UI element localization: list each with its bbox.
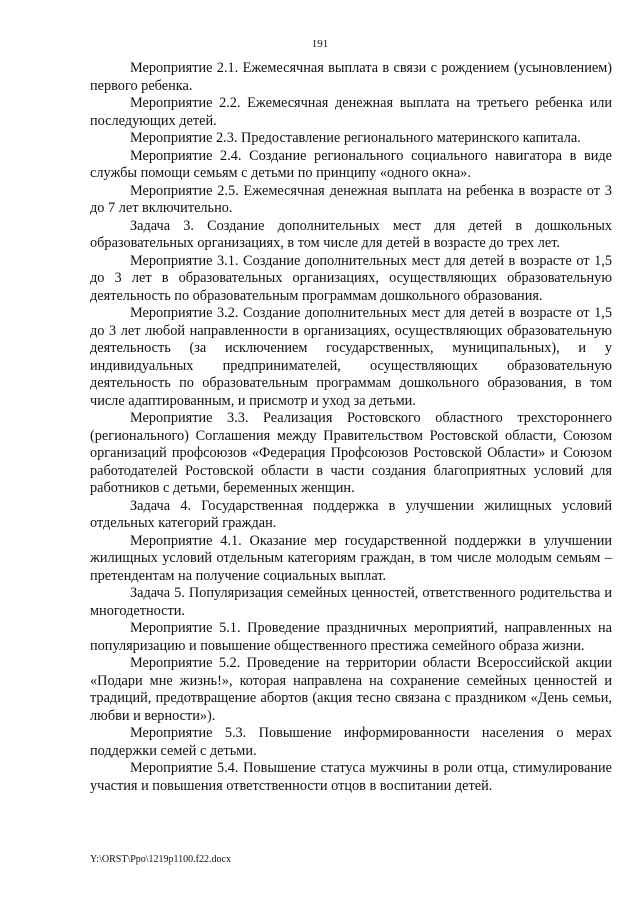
paragraph-measure-5-3: Мероприятие 5.3. Повышение информированности населения о мерах поддержки семей с детьми. [90,725,612,759]
paragraph-task-5: Задача 5. Популяризация семейных ценностей, ответственного родительства и многодетности. [90,585,612,619]
paragraph-measure-2-4: Мероприятие 2.4. Создание регионального социального навигатора в виде службы помощи семьям с детьми по принципу «одного окна». [90,147,612,181]
paragraph-measure-3-3: Мероприятие 3.3. Реализация Ростовского областного трехстороннего (регионального) Соглашения между Правительством Ростовской области, Союзом организаций профсоюзов «Федерация Профсоюзов Ростовской Области» и Союзом работодателей Ростовской области в части создания благоприятных условий для работников с детьми, беременных женщин. [90,410,612,496]
paragraph-measure-3-1: Мероприятие 3.1. Создание дополнительных мест для детей в возрасте от 1,5 до 3 лет в образовательных организациях, осуществляющих образовательную деятельность по образовательным программам дошкольного образования. [90,252,612,304]
paragraph-task-4: Задача 4. Государственная поддержка в улучшении жилищных условий отдельных категорий граждан. [90,497,612,531]
paragraph-measure-3-2: Мероприятие 3.2. Создание дополнительных мест для детей в возрасте от 1,5 до 3 лет любой направленности в организациях, осуществляющих образовательную деятельность (за исключением государственных, муниципальных), и у индивидуальных предпринимателей, осуществляющих образовательную деятельность по образовательным программам дошкольного образования, в том числе адаптированным, и присмотр и уход за детьми. [90,305,612,409]
paragraph-measure-2-2: Мероприятие 2.2. Ежемесячная денежная выплата на третьего ребенка или последующих детей. [90,95,612,129]
paragraph-measure-5-4: Мероприятие 5.4. Повышение статуса мужчины в роли отца, стимулирование участия и повышения ответственности отцов в воспитании детей. [90,760,612,794]
document-body [90,60,612,795]
paragraph-measure-2-3: Мероприятие 2.3. Предоставление регионального материнского капитала. [130,130,581,146]
paragraph-task-3: Задача 3. Создание дополнительных мест для детей в дошкольных образовательных организациях, в том числе для детей в возрасте до трех лет. [90,217,612,251]
paragraph-measure-5-2: Мероприятие 5.2. Проведение на территории области Всероссийской акции «Подари мне жизнь!», которая направлена на сохранение семейных ценностей и традиций, предотвращение абортов (акция тесно связана с праздником «День семьи, любви и верности»). [90,655,612,724]
page-number: 191 [311,38,329,50]
paragraph-measure-4-1: Мероприятие 4.1. Оказание мер государственной поддержки в улучшении жилищных условий отдельным категориям граждан, в том числе молодым семьям – претендентам на получение социальных выплат. [90,532,612,584]
footer-file-path: Y:\ORST\Ppo\1219p1100.f22.docx [90,854,231,865]
paragraph-measure-5-1: Мероприятие 5.1. Проведение праздничных мероприятий, направленных на популяризацию и повышение общественного престижа семейного образа жизни. [90,620,612,654]
paragraph-measure-2-1: Мероприятие 2.1. Ежемесячная выплата в связи с рождением (усыновлением) первого ребенка. [90,60,612,94]
paragraph-measure-2-5: Мероприятие 2.5. Ежемесячная денежная выплата на ребенка в возрасте от 3 до 7 лет включительно. [90,182,612,216]
